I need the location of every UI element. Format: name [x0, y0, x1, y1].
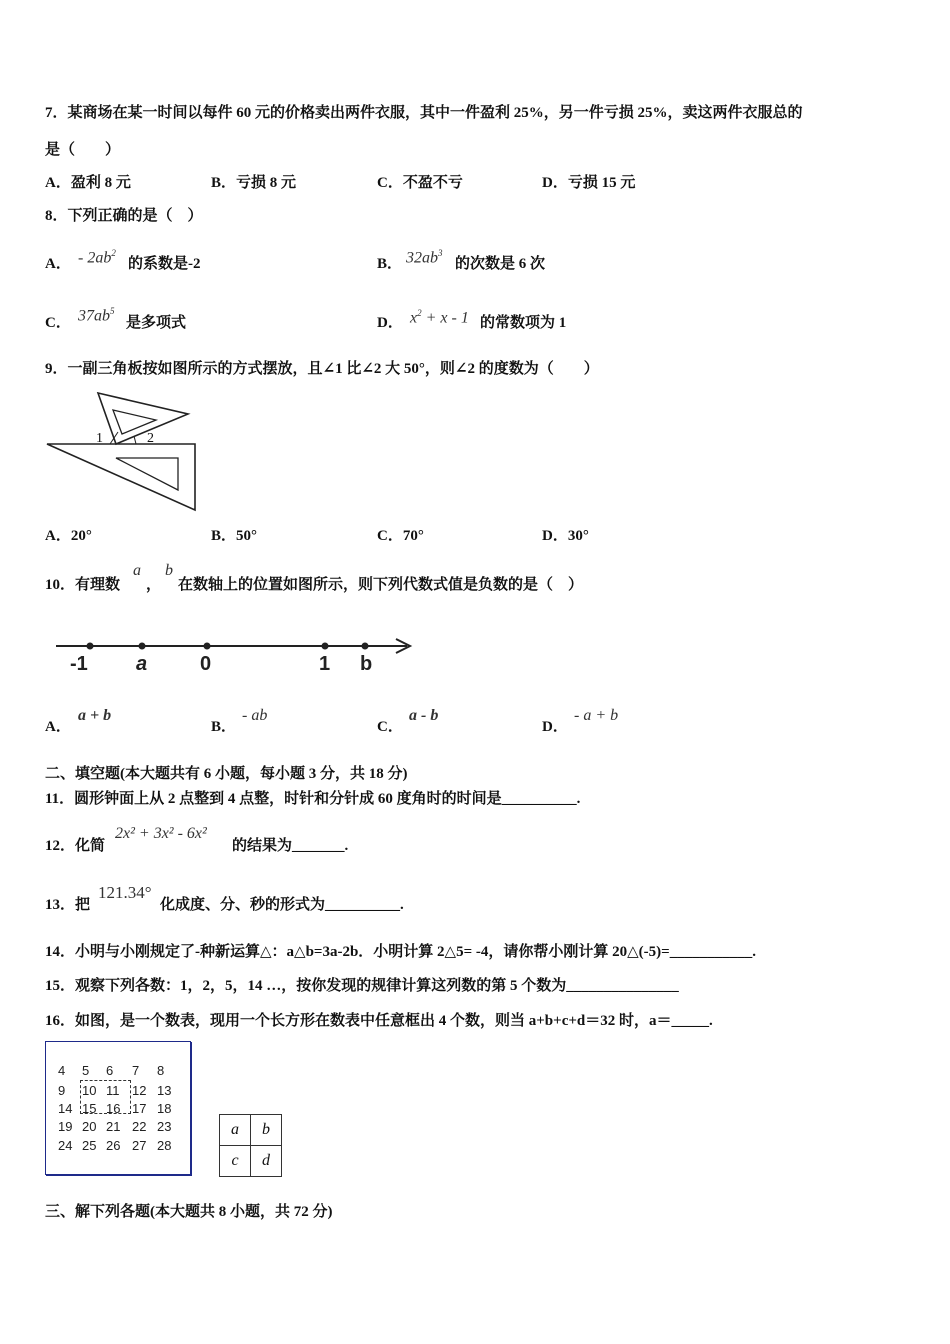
- table-cell: 26: [106, 1138, 121, 1153]
- q8-option-c-label: C．: [45, 315, 71, 331]
- numline-label-minus1: -1: [70, 653, 88, 675]
- q10-var-b: b: [165, 562, 173, 579]
- table-cell: 23: [157, 1119, 172, 1134]
- q8-option-b-text: 的次数是 6 次: [455, 256, 546, 272]
- box-cell-a: a: [220, 1115, 251, 1146]
- q10-option-c-expr: a - b: [409, 707, 439, 724]
- box-cell-c: c: [220, 1146, 251, 1177]
- table-cell: 24: [58, 1138, 73, 1153]
- large-set-square: [47, 444, 195, 510]
- q9-option-b: B．50°: [211, 528, 258, 544]
- q7-stem-line1: 7．某商场在某一时间以每件 60 元的价格卖出两件衣服，其中一件盈利 25%，另一件亏损 25%，卖这两件衣服总的: [45, 105, 803, 121]
- table-cell: 6: [106, 1063, 114, 1078]
- q7-option-d: D．亏损 15 元: [542, 175, 636, 191]
- q15-text: 15．观察下列各数：1，2，5，14 …，按你发现的规律计算这列数的第 5 个数为_______________: [45, 978, 679, 994]
- q12-post: 的结果为_______.: [232, 838, 349, 854]
- q8-option-c-expr: $37ab^5$: [78, 306, 115, 325]
- table-cell: 27: [132, 1138, 147, 1153]
- q10-option-a-expr: a + b: [78, 707, 112, 724]
- numline-label-b: b: [360, 653, 373, 675]
- q14-text: 14．小明与小刚规定了-种新运算△：a△b=3a-2b．小明计算 2△5= -4，请你帮小刚计算 20△(-5)=___________.: [45, 944, 756, 960]
- table-cell: 21: [106, 1119, 121, 1134]
- q10-option-a-label: A．: [45, 719, 71, 735]
- numline-label-0: 0: [200, 653, 212, 675]
- table-cell: 13: [157, 1083, 172, 1098]
- table-cell: 28: [157, 1138, 172, 1153]
- numline-label-a: a: [136, 653, 148, 675]
- q10-var-a: a: [133, 562, 141, 579]
- table-cell: 14: [58, 1101, 73, 1116]
- table-cell: 8: [157, 1063, 165, 1078]
- point-0: [204, 643, 211, 650]
- q8-stem: 8．下列正确的是（ ）: [45, 208, 203, 224]
- table-cell: 7: [132, 1063, 140, 1078]
- q8-option-a-text: 的系数是-2: [128, 256, 201, 272]
- q10-stem-post: 在数轴上的位置如图所示，则下列代数式值是负数的是（ ）: [178, 577, 584, 593]
- q9-triangle-figure: [44, 392, 199, 514]
- q8-option-d-text: 的常数项为 1: [480, 315, 567, 331]
- point-1: [322, 643, 329, 650]
- q8-option-b-expr: $32ab^3$: [406, 248, 443, 267]
- section-3-heading: 三、解下列各题(本大题共 8 小题，共 72 分): [45, 1204, 333, 1220]
- q10-option-b-label: B．: [211, 719, 237, 735]
- q13-pre: 13．把: [45, 897, 91, 913]
- q8-option-c-text: 是多项式: [126, 315, 187, 331]
- section-2-heading: 二、填空题(本大题共有 6 小题，每小题 3 分，共 18 分): [45, 766, 408, 782]
- q9-option-d: D．30°: [542, 528, 589, 544]
- q8-option-b-label: B．: [377, 256, 403, 272]
- large-set-square-inner: [116, 458, 178, 490]
- table-cell: 16: [106, 1101, 121, 1116]
- angle-2-label: 2: [147, 431, 154, 446]
- box-cell-b: b: [251, 1115, 282, 1146]
- q11-text: 11．圆形钟面上从 2 点整到 4 点整，时针和分针成 60 度角时的时间是__________.: [45, 791, 581, 807]
- table-cell: 5: [82, 1063, 90, 1078]
- numline-label-1: 1: [319, 653, 331, 675]
- table-cell: 11: [106, 1083, 120, 1098]
- q16-stem: 16．如图，是一个数表，现用一个长方形在数表中任意框出 4 个数，则当 a+b+c+d＝32 时，a＝_____.: [45, 1013, 713, 1029]
- q7-option-b: B．亏损 8 元: [211, 175, 297, 191]
- small-set-square: [98, 393, 188, 444]
- table-cell: 19: [58, 1119, 73, 1134]
- table-cell: 17: [132, 1101, 147, 1116]
- q8-option-d-expr: $x^2 + x - 1$: [410, 308, 469, 327]
- q10-comma: ，: [146, 577, 162, 593]
- table-cell: 4: [58, 1063, 66, 1078]
- q10-option-c-label: C．: [377, 719, 403, 735]
- q16-abcd-box: [219, 1114, 282, 1177]
- q13-post: 化成度、分、秒的形式为__________.: [160, 897, 404, 913]
- q7-option-a: A．盈利 8 元: [45, 175, 131, 191]
- table-cell: 20: [82, 1119, 97, 1134]
- table-cell: 15: [82, 1101, 97, 1116]
- q12-expr: 2x² + 3x² - 6x²: [115, 825, 207, 842]
- q7-stem-line2: 是（ ）: [45, 142, 121, 158]
- q8-option-a-expr: - $2ab^2$: [78, 248, 116, 267]
- table-cell: 18: [157, 1101, 172, 1116]
- point-minus-1: [87, 643, 94, 650]
- q9-stem: 9．一副三角板按如图所示的方式摆放，且∠1 比∠2 大 50°，则∠2 的度数为（ ）: [45, 361, 599, 377]
- q10-option-d-expr: - a + b: [574, 707, 619, 724]
- table-cell: 25: [82, 1138, 97, 1153]
- table-cell: 12: [132, 1083, 147, 1098]
- table-cell: 9: [58, 1083, 66, 1098]
- q7-option-c: C．不盈不亏: [377, 175, 463, 191]
- q12-pre: 12．化简: [45, 838, 106, 854]
- q13-expr: 121.34°: [98, 883, 152, 902]
- table-cell: 22: [132, 1119, 147, 1134]
- q8-option-d-label: D．: [377, 315, 403, 331]
- q9-option-a: A．20°: [45, 528, 92, 544]
- point-b: [362, 643, 369, 650]
- q10-option-d-label: D．: [542, 719, 568, 735]
- q10-option-b-expr: - ab: [242, 707, 268, 724]
- point-a: [139, 643, 146, 650]
- q10-stem-pre: 10．有理数: [45, 577, 121, 593]
- angle-1-label: 1: [96, 431, 103, 446]
- q9-option-c: C．70°: [377, 528, 424, 544]
- table-cell: 10: [82, 1083, 97, 1098]
- q8-option-a-label: A．: [45, 256, 71, 272]
- box-cell-d: d: [251, 1146, 282, 1177]
